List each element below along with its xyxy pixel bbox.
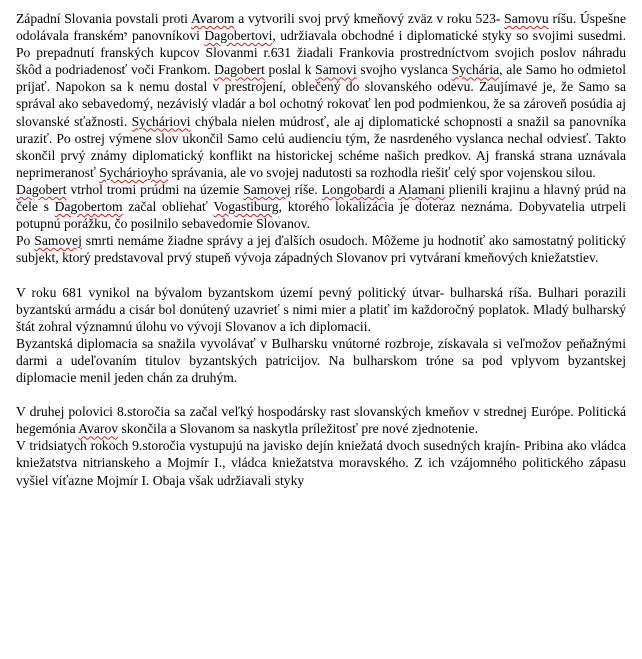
- spellcheck-flagged-word: Alamani: [398, 181, 445, 197]
- text-run: , ale Samo ho odmietol prijať. Napokon sa k nemu dostal v prestrojení, oblečený do slovanského odevu. Zaujímavé je, že Samo sa správal ako sebavedomý, nezávislý vladár a bol ochotný rokovať len pod podmienkou, že sa zároveň posúdia aj slovanské sťažnosti.: [16, 62, 626, 129]
- blank-line: [16, 266, 626, 283]
- text-run: Západní Slovania povstali proti: [16, 11, 191, 26]
- text-run: ríšu. Úspešne odolávala franskémי panovníkovi: [16, 11, 627, 44]
- spellcheck-flagged-word: Longobardi: [321, 181, 386, 197]
- spellcheck-flagged-word: Avarom: [190, 11, 235, 26]
- spellcheck-flagged-word: Vogastiburg: [213, 199, 279, 215]
- text-run: skončila a Slovanom sa naskytla príležitosť pre nové zjednotenie.: [118, 421, 478, 437]
- text-run: V roku 681 vynikol na bývalom byzantskom území pevný politický útvar- bulharská ríša. Bulhari porazili byzantskú armádu a cisár bol donútený uzavrieť s nimi mier a platiť im každoročný poplatok. Mladý bulharský štát zohral významnú úlohu vo vývoji Slovanov a ich diplomacii.: [16, 284, 626, 334]
- spellcheck-flagged-word: Samovu: [504, 11, 549, 26]
- paragraph: [16, 232, 626, 266]
- text-run: vtrhol tromi prúdmi na územie: [66, 181, 244, 197]
- text-run: V druhej polovici 8.storočia sa začal veľký hospodársky rast slovanských kmeňov v strednej Európe. Politická hegemónia: [16, 404, 626, 437]
- spellcheck-flagged-word: Sychárioyho: [99, 164, 168, 180]
- text-run: poslal k: [264, 62, 316, 78]
- paragraph: [16, 335, 626, 386]
- spellcheck-flagged-word: Sycháriovi: [131, 113, 191, 129]
- text-run: ríše.: [290, 181, 322, 197]
- text-run: plienili krajinu a hlavný prúd na čele s: [16, 181, 627, 215]
- spellcheck-flagged-word: Samovi: [315, 62, 357, 78]
- document-body[interactable]: [16, 10, 626, 489]
- paragraph: [16, 10, 626, 181]
- spellcheck-flagged-word: Dagobert: [16, 181, 67, 197]
- blank-line: [16, 386, 626, 403]
- spellcheck-flagged-word: Samovej: [243, 181, 291, 197]
- text-run: chýbala nielen múdrosť, ale aj diplomatické schopnosti a snažil sa panovníka uraziť. Po ostrej výmene slov ukončil Samo celú audienciu tým, že nasrdeného vyslanca nechal odviesť. Takto skončil prvý známy diplomatický konflikt na historickej schéme našich predkov. Aj franská strana uznávala neprimeranosť: [16, 113, 626, 180]
- paragraph: [16, 437, 626, 488]
- text-run: Byzantská diplomacia sa snažila vyvolávať v Bulharsku vnútorné rozbroje, získavala si veľmožov peňažnými darmi a udeľovaním titulov byzantských patricijov. Na bulharskom tróne sa pod vplyvom byzantskej diplomacie menil jeden chán za druhým.: [16, 335, 626, 385]
- spellcheck-flagged-word: Dagobertovi: [204, 28, 273, 44]
- paragraph: [16, 284, 626, 335]
- paragraph: [16, 181, 626, 232]
- text-run: , udržiavala obchodné i diplomatické styky so svojimi susedmi. Po prepadnutí franských kupcov Slovanmi r.631 žiadali Frankovia prostredníctvom svojich poslov náhradu škôd a podriadenosť voči Frankom.: [16, 28, 626, 78]
- spellcheck-flagged-word: Avarov: [78, 421, 119, 437]
- text-run: Po: [16, 233, 35, 249]
- spellcheck-flagged-word: Samovej: [34, 233, 82, 249]
- spellcheck-flagged-word: Dagobertom: [54, 199, 123, 215]
- text-run: V tridsiatych rokoch 9.storočia vystupujú na javisko dejín kniežatá dvoch susedných krajín- Pribina ako vládca kniežatstva nitrianskeho a Mojmír I., vládca kniežatstva moravského. Z ich vzájomného politického zápasu vyšiel víťazne Mojmír I. Obaja však udržiavali styky: [16, 438, 626, 488]
- spellcheck-flagged-word: Sychária: [451, 62, 500, 78]
- text-run: , ktorého lokalizácia je doteraz neznáma. Dobyvatelia utrpeli potupnú porážku, čo posilnilo sebavedomie Slovanov.: [16, 199, 627, 232]
- spellcheck-flagged-word: Dagobert: [214, 62, 265, 78]
- paragraph: [16, 403, 626, 437]
- text-run: smrti nemáme žiadne správy a jej ďalších osudoch. Môžeme ju hodnotiť ako samostatný politický subjekt, ktorý predstavoval prvý stupeň vývoja západných Slovanov pri vytváraní kmeňových kniežatstiev.: [16, 233, 626, 266]
- text-run: správania, ale vo svojej nadutosti sa rozhodla riešiť celý spor vojenskou silou.: [167, 164, 596, 180]
- text-run: svojho vyslanca: [356, 62, 452, 78]
- text-run: a: [385, 181, 399, 197]
- text-run: začal obliehať: [122, 199, 214, 215]
- text-run: a vytvorili svoj prvý kmeňový zväz v roku 523-: [234, 11, 505, 26]
